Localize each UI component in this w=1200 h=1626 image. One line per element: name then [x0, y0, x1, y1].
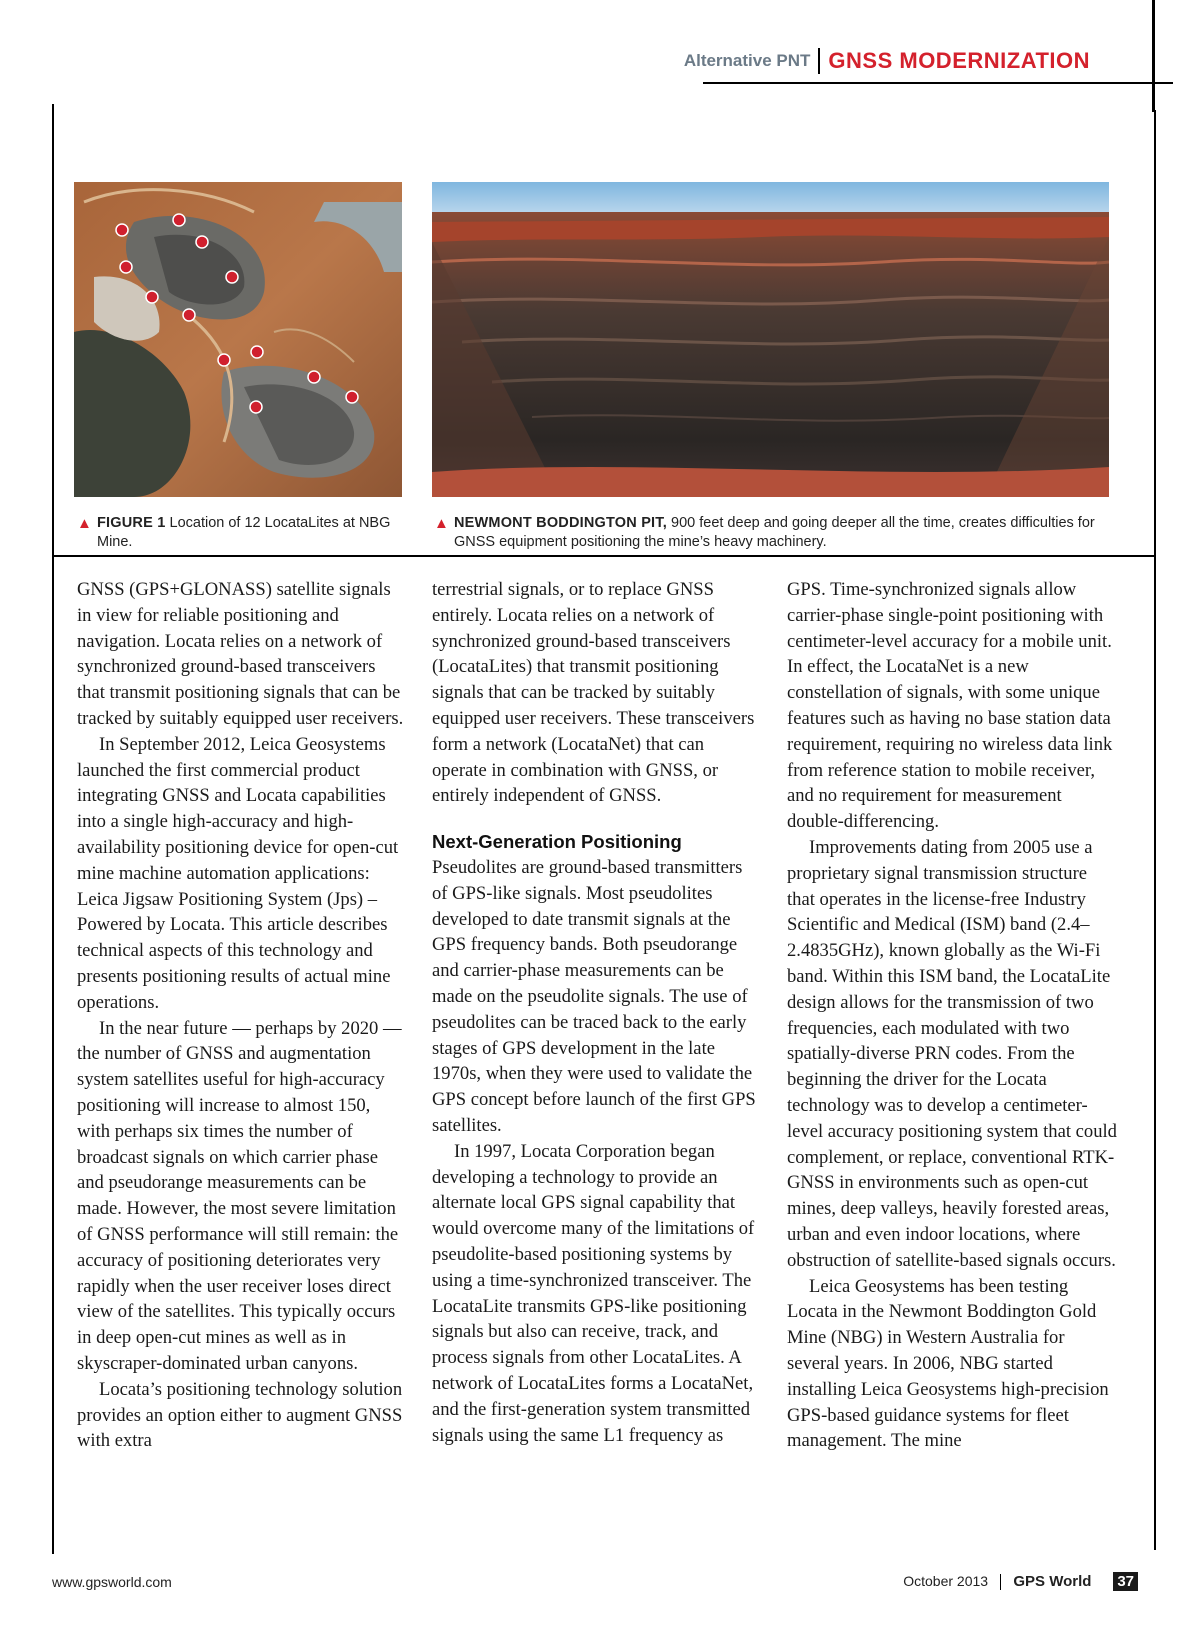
running-header: [684, 44, 1090, 78]
text-column-3: [787, 577, 1117, 1454]
figure1-caption: [77, 514, 402, 552]
figure1-label: FIGURE 1: [97, 515, 166, 531]
pit-photo-graphic: [432, 182, 1109, 497]
col1-paragraph: Locata’s positioning technology solution provides an option either to augment GNSS with extra: [77, 1378, 403, 1452]
left-column-rule: [52, 104, 54, 1554]
col1-paragraph: In September 2012, Leica Geosystems launched the first commercial product integrating GNSS and Locata capabilities into a single high-accuracy and high-availability positioning device for open-cut mine machine automation applications: Leica Jigsaw Positioning System (Jps) – Powered by Locata. This article describes technical aspects of this technology and presents positioning results of actual mine operations.: [77, 733, 399, 1013]
figure1-caption-text: Location of 12 LocataLites at NBG Mine.: [97, 515, 391, 550]
footer-separator: [1000, 1574, 1002, 1590]
header-rule: [703, 82, 1173, 84]
footer-url: www.gpsworld.com: [52, 1574, 172, 1590]
page-number: 37: [1113, 1572, 1138, 1591]
section-label: Alternative PNT: [683, 51, 811, 70]
text-column-1: [77, 577, 407, 1454]
section-heading: Next-Generation Positioning: [432, 831, 682, 853]
footer-magazine: GPS World: [1013, 1573, 1092, 1590]
footer-right: [903, 1572, 1138, 1591]
col2-paragraph: Pseudolites are ground-based transmitters of GPS-like signals. Most pseudolites developed to date transmit signals at the GPS frequency bands. Both pseudorange and carrier-phase measurements can be made on the pseudolite signals. The use of pseudolites can be traced back to the early stages of GPS development in the late 1970s, when they were used to validate the GPS concept before launch of the first GPS satellites.: [432, 856, 756, 1136]
col2-paragraph: terrestrial signals, or to replace GNSS entirely. Locata relies on a network of synchronized ground-based transceivers (LocataLites) that transmit positioning signals that can be tracked by suitably equipped user receivers. These transceivers form a network (LocataNet) that can operate in combination with GNSS, or entirely independent of GNSS.: [432, 579, 755, 807]
col1-paragraph: GNSS (GPS+GLONASS) satellite signals in view for reliable positioning and navigation. Locata relies on a network of synchronized ground-based transceivers that transmit positioning signals that can be tracked by suitably equipped user receivers.: [77, 579, 404, 729]
col1-paragraph: In the near future — perhaps by 2020 — the number of GNSS and augmentation system satellites useful for high-accuracy positioning will increase to almost 150, with perhaps six times the number of broadcast signals on which carrier phase and pseudorange measurements can be made. However, the most severe limitation of GNSS performance will still remain: the accuracy of positioning deteriorates very rapidly when the user receiver loses direct view of the satellites. This typically occurs in deep open-cut mines as well as in skyscraper-dominated urban canyons.: [77, 1017, 402, 1374]
col3-paragraph: Leica Geosystems has been testing Locata in the Newmont Boddington Gold Mine (NBG) in Western Australia for several years. In 2006, NBG started installing Leica Geosystems high-precision GPS-based guidance systems for fleet management. The mine: [787, 1275, 1109, 1452]
section-title: GNSS MODERNIZATION: [828, 48, 1090, 73]
figure1-aerial-map: [74, 182, 402, 497]
header-separator: [818, 48, 820, 74]
text-column-2: [432, 577, 760, 1448]
figure2-label: NEWMONT BODDINGTON PIT,: [454, 515, 667, 531]
col3-paragraph: GPS. Time-synchronized signals allow carrier-phase single-point positioning with centimeter-level accuracy for a mobile unit. In effect, the LocataNet is a new constellation of signals, with some unique features such as having no base station data requirement, requiring no wireless data link from reference station to mobile receiver, and no requirement for measurement double-differencing.: [787, 579, 1113, 833]
aerial-map-graphic: [74, 182, 402, 497]
footer-date: October 2013: [903, 1573, 989, 1589]
col3-paragraph: Improvements dating from 2005 use a proprietary signal transmission structure that operates in the license-free Industry Scientific and Medical (ISM) band (2.4–2.4835GHz), known globally as the Wi-Fi band. Within this ISM band, the LocataLite design allows for the transmission of two frequencies, each modulated with two spatially-diverse PRN codes. From the beginning the driver for the Locata technology was to develop a centimeter-level accuracy positioning system that could complement, or replace, conventional RTK-GNSS in environments such as open-cut mines, deep valleys, heavily forested areas, urban and even indoor locations, where obstruction of satellite-based signals occurs.: [787, 836, 1117, 1271]
caption-triangle-icon: ▲: [434, 515, 449, 532]
right-column-rule: [1154, 110, 1156, 1550]
caption-triangle-icon: ▲: [77, 515, 92, 532]
figure2-pit-photo: [432, 182, 1109, 497]
figure2-caption-text: 900 feet deep and going deeper all the time, creates difficulties for GNSS equipment positioning the mine’s heavy machinery.: [454, 515, 1095, 550]
right-vertical-rule: [1152, 0, 1155, 112]
col2-paragraph: In 1997, Locata Corporation began developing a technology to provide an alternate local GPS signal capability that would overcome many of the limitations of pseudolite-based positioning systems by using a time-synchronized transceiver. The LocataLite transmits GPS-like positioning signals but also can receive, track, and process signals from other LocataLites. A network of LocataLites forms a LocataNet, and the first-generation system transmitted signals using the same L1 frequency as: [432, 1140, 755, 1446]
caption-rule: [52, 555, 1155, 557]
figure2-caption: [434, 514, 1114, 552]
